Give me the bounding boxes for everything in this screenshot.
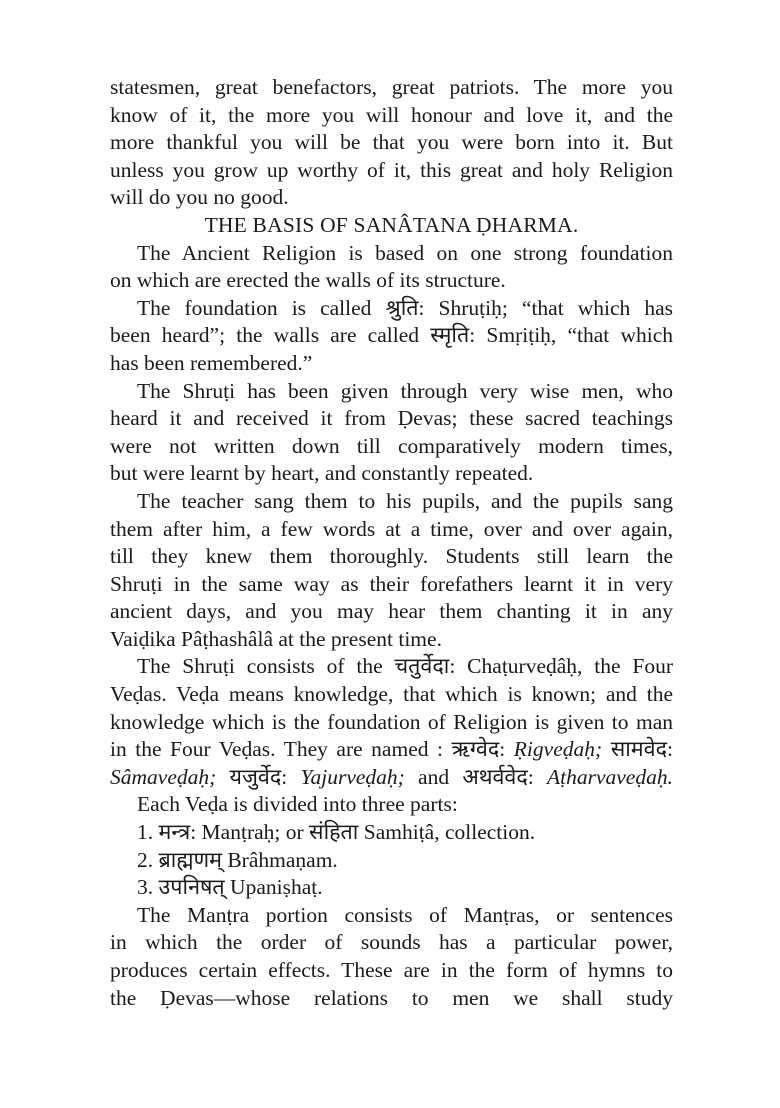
text-line: 3. उपनिषत् Upaniṣhaṭ.	[137, 875, 323, 900]
text-line: has been remembered.”	[110, 350, 313, 375]
text-line: The teacher sang them to his pupils, and the pupils sang	[137, 488, 673, 513]
text-line: knowledge which is the foundation of Religion is given to man	[110, 709, 673, 734]
text-line: been heard”; the walls are called स्मृति: Smṛiṭiḥ, “that which	[110, 323, 673, 348]
text-line: The Shruṭi has been given through very wise men, who	[137, 378, 673, 403]
text-span: in the Four Veḍas. They are named : ऋग्वेद:	[110, 737, 514, 762]
text-line: on which are erected the walls of its structure.	[110, 268, 506, 293]
text-line: were not written down till comparatively modern times,	[110, 433, 673, 458]
text-line: 2. ब्राह्मणम् Brâhmaṇam.	[137, 847, 338, 872]
text-line: but were learnt by heart, and constantly repeated.	[110, 461, 534, 486]
italic-term: Aṭharvaveḍaḥ.	[547, 764, 673, 789]
text-span: and अथर्ववेद:	[404, 764, 547, 789]
text-line: heard it and received it from Ḍevas; these sacred teachings	[110, 406, 673, 431]
text-span: यजुर्वेद:	[216, 764, 301, 789]
text-span: सामवेद:	[602, 737, 673, 762]
page-body	[110, 74, 673, 1012]
text-line: produces certain effects. These are in the form of hymns to	[110, 958, 673, 982]
text-line: statesmen, great benefactors, great patriots. The more you	[110, 75, 673, 99]
text-line: the Ḍevas—whose relations to men we shall study	[110, 985, 673, 1010]
italic-term: Yajurveḍaḥ;	[300, 764, 405, 789]
italic-term: Ṛigveḍaḥ;	[513, 737, 603, 762]
text-line: 1. मन्त्र: Manṭraḥ; or संहिता Samhiṭâ, collection.	[137, 820, 536, 845]
text-line: Shruṭi in the same way as their forefathers learnt it in very	[110, 571, 673, 596]
text-line: them after him, a few words at a time, over and over again,	[110, 516, 673, 541]
text-line: The Manṭra portion consists of Manṭras, or sentences	[137, 902, 673, 927]
text-line	[110, 764, 673, 792]
italic-term: Sâmaveḍaḥ;	[110, 764, 217, 789]
text-line: The foundation is called श्रुति: Shruṭiḥ; “that which has	[137, 295, 673, 320]
text-line: ancient days, and you may hear them chanting it in any	[110, 599, 673, 624]
text-line: more thankful you will be that you were born into it. But	[110, 130, 673, 155]
text-line: The Shruṭi consists of the चतुर्वेदा: Chaṭurveḍâḥ, the Four	[137, 654, 673, 679]
text-line: till they knew them thoroughly. Students still learn the	[110, 544, 673, 569]
text-line: unless you grow up worthy of it, this great and holy Religion	[110, 157, 673, 182]
text-line: in which the order of sounds has a particular power,	[110, 930, 673, 955]
text-line: will do you no good.	[110, 185, 289, 210]
text-line: know of it, the more you will honour and love it, and the	[110, 102, 673, 127]
text-line: Each Veḍa is divided into three parts:	[137, 792, 458, 817]
text-line: Veḍas. Veḍa means knowledge, that which is known; and the	[110, 682, 673, 707]
text-line: The Ancient Religion is based on one strong foundation	[137, 240, 673, 265]
text-line	[110, 736, 673, 764]
text-line: Vaiḍika Pâṭhashâlâ at the present time.	[110, 626, 442, 651]
section-heading: THE BASIS OF SANÂTANA ḌHARMA.	[204, 212, 579, 237]
